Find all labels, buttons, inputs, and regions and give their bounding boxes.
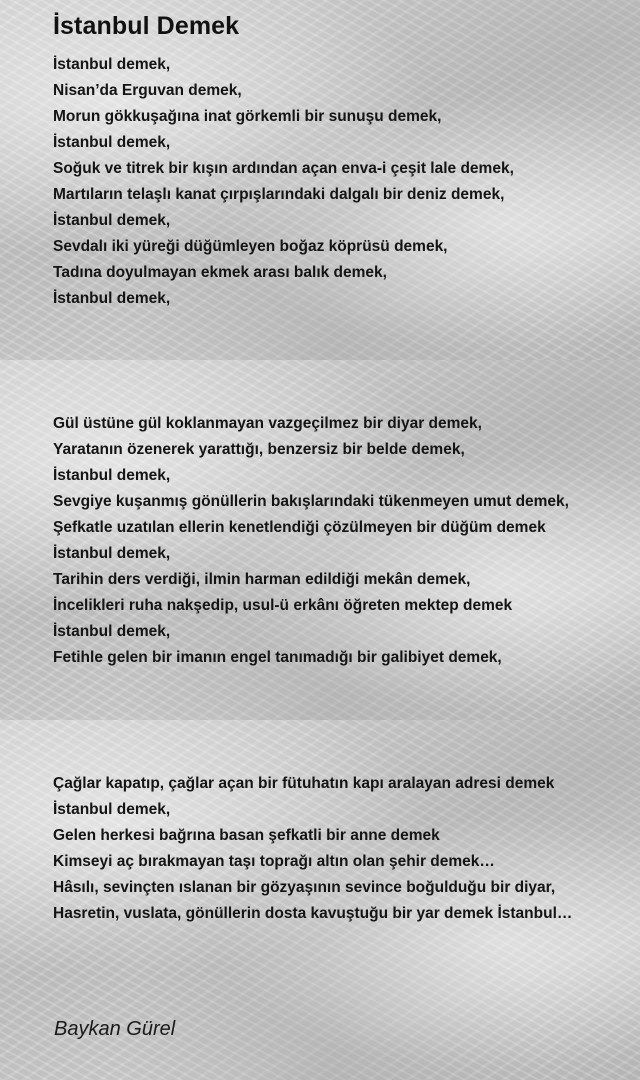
poem-line: İncelikleri ruha nakşedip, usul-ü erkânı öğreten mektep demek — [53, 597, 513, 614]
poem-card-2 — [0, 360, 640, 720]
poem-line: Martıların telaşlı kanat çırpışlarındaki dalgalı bir deniz demek, — [53, 186, 505, 203]
poem-line: Tadına doyulmayan ekmek arası balık demek, — [53, 264, 387, 281]
poem-line: İstanbul demek, — [53, 467, 171, 484]
poem-line: Sevdalı iki yüreği düğümleyen boğaz köprüsü demek, — [53, 238, 448, 255]
poem-line: İstanbul demek, — [53, 212, 171, 229]
poem-card-1 — [0, 0, 640, 360]
poem-line: Fetihle gelen bir imanın engel tanımadığı bir galibiyet demek, — [53, 649, 502, 666]
poem-line: Hâsılı, sevinçten ıslanan bir gözyaşının sevince boğulduğu bir diyar, — [53, 879, 556, 896]
poem-card-3 — [0, 720, 640, 1080]
poem-line: Soğuk ve titrek bir kışın ardından açan enva-i çeşit lale demek, — [53, 160, 514, 177]
poem-line: Morun gökkuşağına inat görkemli bir sunuşu demek, — [53, 108, 442, 125]
poem-line: İstanbul demek, — [53, 545, 171, 562]
stanza-3 — [53, 771, 572, 927]
poem-line: İstanbul demek, — [53, 134, 171, 151]
poem-line: İstanbul demek, — [53, 623, 171, 640]
poem-line: Hasretin, vuslata, gönüllerin dosta kavuştuğu bir yar demek İstanbul… — [53, 905, 573, 922]
poem-title: İstanbul Demek — [53, 12, 240, 40]
poem-line: İstanbul demek, — [53, 801, 171, 818]
stanza-1 — [53, 52, 514, 312]
poem-line: Gül üstüne gül koklanmayan vazgeçilmez bir diyar demek, — [53, 415, 482, 432]
poem-line: Sevgiye kuşanmış gönüllerin bakışlarındaki tükenmeyen umut demek, — [53, 493, 569, 510]
poem-line: Gelen herkesi bağrına basan şefkatli bir anne demek — [53, 827, 440, 844]
poem-line: Nisan’da Erguvan demek, — [53, 82, 242, 99]
stanza-2 — [53, 411, 569, 671]
poem-line: Şefkatle uzatılan ellerin kenetlendiği çözülmeyen bir düğüm demek — [53, 519, 546, 536]
poem-line: Kimseyi aç bırakmayan taşı toprağı altın olan şehir demek… — [53, 853, 495, 870]
poem-line: Tarihin ders verdiği, ilmin harman edildiği mekân demek, — [53, 571, 471, 588]
poem-line: Yaratanın özenerek yarattığı, benzersiz bir belde demek, — [53, 441, 465, 458]
poem-line: İstanbul demek, — [53, 56, 171, 73]
poem-line: İstanbul demek, — [53, 290, 171, 307]
poem-line: Çağlar kapatıp, çağlar açan bir fütuhatın kapı aralayan adresi demek — [53, 775, 555, 792]
author-name: Baykan Gürel — [54, 1018, 176, 1040]
